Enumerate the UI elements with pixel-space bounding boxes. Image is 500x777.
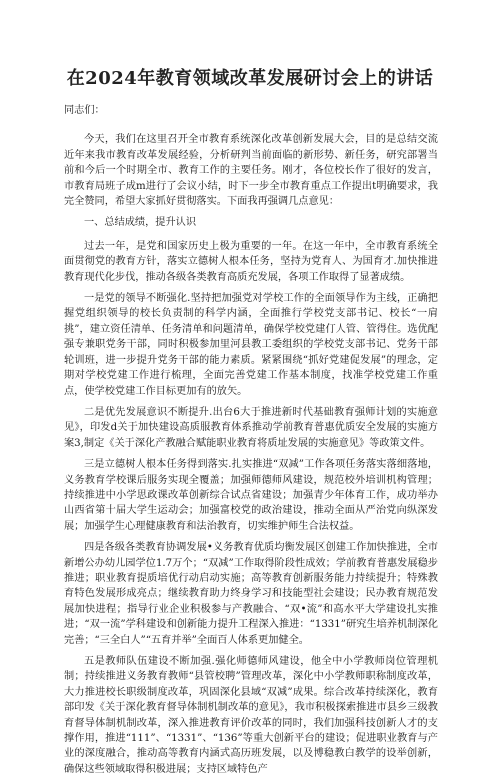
section-heading: 一、总结成绩，提升认识: [84, 217, 197, 229]
salutation: 同志们：: [64, 105, 105, 116]
paragraph-point-4: 四是各级各类教育协调发展•义务教育优质均衡发展区创建工作加快推进，全市新增公办幼儿园学位1.7万个；“双减”工作取得阶段性成效；学前教育普惠发展稳步推进；职业教育提质培优行动启动实施；高等教育创新服务能力持续提升；特殊教育特色发展形成亮点；继续教育助力终身学习和技能型社会建设；民办教育规范发展加快进程；指导行业企业积极参与产教融合、“双•流”和高水平大学建设扎实推进；“双一流”学科建设和创新能力提升工程深入推进：“1331”研究生培养机制深化完善；“三全白人”“五育并举”全面百人体系更加健全。: [64, 542, 438, 646]
paragraph-summary: 过去一年，是党和国家历史上极为重要的一年。在这一年中，全市教育系统全面贯彻党的教育方针，落实立德树人根本任务，坚持为党育人、为国育才.加快推进教育现代化步伐，推动各级各类教育高质充发展，各项工作取得了显著成绩。: [64, 240, 438, 283]
paragraph-point-5: 五是教师队伍建设不断加强.强化师德师风建设，他全中小学教师岗位管理机制；持续推进义务教育教师“县管校聘”管理改革，深化中小学教师职称制度改革，大力推进校长职级制度改革，巩固深化县域“双减”成果。综合改革持续深化，教育部印发《关于深化教育督导体制机制改革的意见》，我市积极探索推进市县乡三级教育督导体制机制改革，深入推进教育评价改革的同时，我们加强科技创新人才的支撑作用，推进“111”、“1331”、“136”等重大创新平台的建设；促进职业教育与产业的深度融合，推动高等教育内涵式高历班发展，以及博稳教白教学的设举创新，确保这些领域取得积极进展；支持区域特色产: [64, 656, 438, 775]
paragraph-point-3: 三是立德树人根本任务得到落实.扎实推进“双减”工作各项任务落实落细落地，义务教育学校课后服务实现全覆盖；加强师德师风建设，规范校外培训机构管理；持续推进中小学思政课改革创新综合试点省建设；加强青少年体育工作，成功举办山西省第十届大学生运动会；加强富校党的政治建设，推动全面从严治党向纵深发展；加强学生心理健康教育和法治教育，切实维护师生合法权益。: [64, 459, 438, 532]
paragraph-opening: 今天，我们在这里召开全市教育系统深化改革创新发展大会，目的是总结交流近年来我市教育改革发展经验，分析研判当前面临的新形势、新任务，研究部署当前和今后一个时期全市、教育工作的主要任务。刚才，各位校长作了很好的发言，市教育局班子成m进行了会议小结，时下一步全市教育重点工作提出t明确要求，我完全赞同，希望大家抓好贯彻落实。下面我再强调几点意见：: [64, 134, 438, 208]
document-title: 在2024年教育领域改革发展研讨会上的讲话: [66, 68, 434, 89]
paragraph-point-2: 二是优先发展意识不断提升.出台6大于推进新时代基础教育强师计划的实施意见》，印发d关于加快建设高质服教育体系推动学前教育普惠优质安全发展的实施方案3,制定《关于深化产教融合赋能职业教育将质址发展的实施意见》等政策文件。: [64, 406, 438, 449]
paragraph-point-1: 一是党的领导不断强化.坚持把加强党对学校工作的全面领导作为主线，正确把握党组织领导的校长负责制的科学内涵，全面推行学校党支部书记、校长“一肩挑”，建立资任清单、任务清单和问题清单，确保学校党建仃人管、管得住。选优配强专兼职党务干部，同时积极参加里河县教工委组织的学校党支部书记、党务干部轮训班，进一步提升党务干部的能力素质。紧紧围绕“抓好党建促发展”的理念，定期对学校党建工作进行梳理，全面完善党建工作基本制度，找准学校党建工作重点，使学校党建工作目标更加有的放矢。: [64, 293, 438, 397]
document-body: [64, 103, 438, 775]
